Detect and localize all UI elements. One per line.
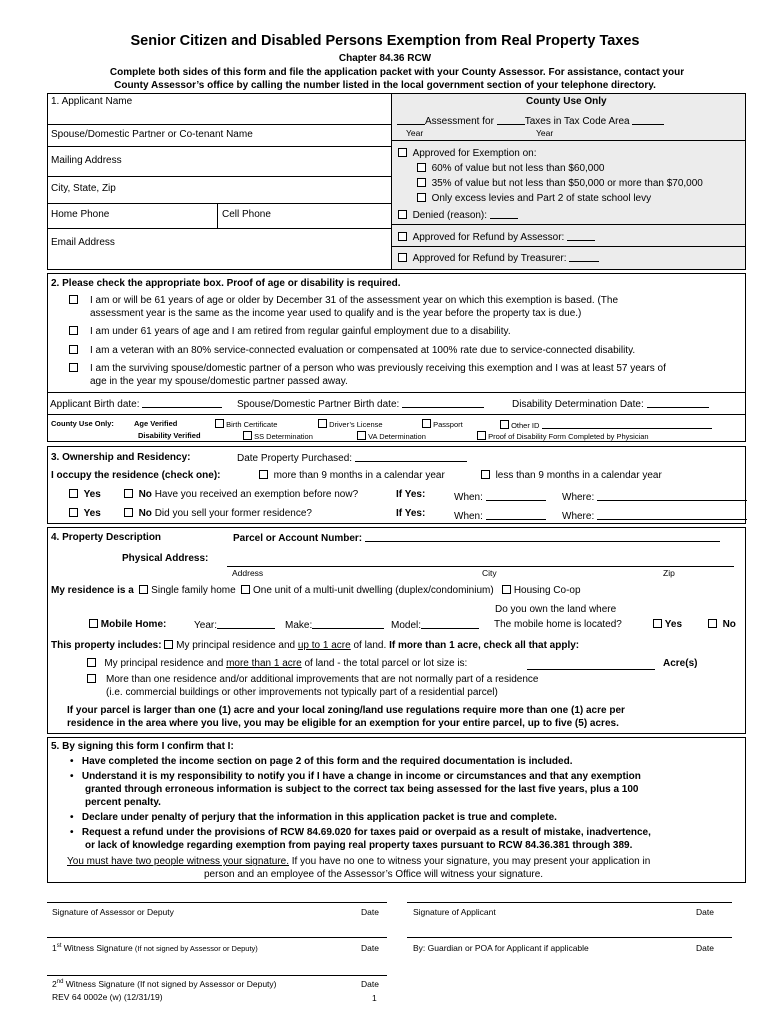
refund-assessor[interactable]: [398, 231, 595, 243]
county-use-title: County Use Only: [526, 96, 607, 107]
residence-type: [51, 585, 581, 596]
less9-checkbox[interactable]: [481, 470, 490, 479]
cell-phone-label: Cell Phone: [222, 209, 271, 220]
principal-a: My principal residence and: [176, 640, 296, 651]
assessor-signature-line[interactable]: [47, 902, 387, 903]
home-phone-label: Home Phone: [51, 209, 110, 220]
q2-no-label: No: [138, 508, 152, 519]
opt35-label: 35% of value but not less than $50,000 or more than $70,000: [431, 178, 703, 189]
confirm-1-text: Have completed the income section on page 2 of this form and the required documentation is included.: [81, 756, 573, 767]
single-family-label: Single family home: [151, 585, 236, 596]
includes-label: This property includes:: [51, 640, 162, 651]
opt35-checkbox[interactable]: [417, 178, 426, 187]
ssd-checkbox[interactable]: [243, 431, 252, 440]
veteran-option[interactable]: [69, 345, 78, 356]
refund-treasurer[interactable]: [398, 252, 599, 264]
ssd-label: SS Determination: [254, 432, 313, 441]
q1-no[interactable]: [124, 489, 358, 500]
q1-no-checkbox[interactable]: [124, 489, 133, 498]
mobile-model[interactable]: [391, 619, 479, 631]
q2-no-checkbox[interactable]: [124, 508, 133, 517]
approved-label: Approved for Exemption on:: [412, 148, 537, 159]
q2-where[interactable]: [562, 510, 747, 522]
disability-date-label: Disability Determination Date:: [512, 399, 644, 410]
occupy-label: I occupy the residence (check one):: [51, 470, 221, 481]
approved-checkbox[interactable]: [398, 148, 407, 157]
mailing-address-label: Mailing Address: [51, 155, 122, 166]
proof-checkbox[interactable]: [477, 431, 486, 440]
va-determination[interactable]: [357, 431, 426, 441]
surviving-checkbox[interactable]: [69, 363, 78, 372]
applicant-signature-line[interactable]: [407, 902, 732, 903]
myres-label: My residence is a: [51, 585, 134, 596]
disability-determination-date[interactable]: [512, 398, 709, 410]
assessment-line: [397, 115, 664, 127]
coop-checkbox[interactable]: [502, 585, 511, 594]
witness-rest: If you have no one to witness your signature, you may present your application in: [288, 856, 651, 867]
pr-more-b: of land - the total parcel or lot size is:: [304, 658, 468, 669]
denied-checkbox[interactable]: [398, 210, 407, 219]
confirm-2b: granted through erroneous information is subject to the correct tax being assessed for the last five years, plus a 100: [85, 784, 639, 795]
q1-when-label: When:: [454, 492, 483, 503]
mobile-home-label: Mobile Home:: [100, 619, 167, 630]
multi-residence-text-2: (i.e. commercial buildings or other improvements not typically part of a residential parcel): [106, 687, 498, 698]
confirm-3: • Declare under penalty of perjury that the information in this application packet is true and complete.: [70, 812, 557, 823]
more-than-1-note: If more than 1 acre, check all that apply:: [389, 640, 580, 651]
surviving-text-2: age in the year my spouse/domestic partner passed away.: [90, 376, 348, 387]
refund-assessor-checkbox[interactable]: [398, 232, 407, 241]
more9-checkbox[interactable]: [259, 470, 268, 479]
age-text-1: I am or will be 61 years of age or older by December 31 of the assessment year on which this exemption is based. (The: [90, 295, 619, 306]
confirm-2-text: Understand it is my responsibility to notify you if I have a change in income or circumstances and that any exemption: [81, 771, 641, 782]
q1-yes-label: Yes: [83, 489, 101, 500]
section-2-heading: 2. Please check the appropriate box. Proof of age or disability is required.: [51, 278, 401, 289]
applicant-sig-label: Signature of Applicant: [413, 907, 496, 917]
confirm-2: • Understand it is my responsibility to notify you if I have a change in income or circumstances and that any exemption: [70, 771, 641, 782]
birth-cert-label: Birth Certificate: [226, 420, 278, 429]
mobile-home-checkbox[interactable]: [89, 619, 98, 628]
mobile-home-row: [89, 619, 166, 630]
option-35[interactable]: [417, 178, 703, 189]
disability-option[interactable]: [69, 326, 78, 337]
physical-address-line[interactable]: [227, 566, 734, 567]
mobile-model-label: Model:: [391, 620, 422, 631]
other-id[interactable]: [500, 419, 712, 430]
year-label-2: Year: [536, 128, 554, 138]
own-land-label: Do you own the land where: [495, 604, 617, 615]
spouse-name-label: Spouse/Domestic Partner or Co-tenant Name: [51, 129, 253, 140]
multi-unit-checkbox[interactable]: [241, 585, 250, 594]
opt60-label: 60% of value but not less than $60,000: [431, 163, 605, 174]
section-4-heading: 4. Property Description: [51, 532, 162, 543]
located-yes[interactable]: [653, 619, 682, 630]
address-caption: Address: [232, 568, 264, 578]
mobile-year-label: Year:: [194, 620, 217, 631]
chapter-ref: Chapter 84.36 RCW: [338, 53, 432, 64]
located-yes-checkbox[interactable]: [653, 619, 662, 628]
q2-text: Did you sell your former residence?: [154, 508, 312, 519]
va-checkbox[interactable]: [357, 431, 366, 440]
age-checkbox[interactable]: [69, 295, 78, 304]
applicant-name-label: 1. Applicant Name: [51, 96, 133, 107]
q2-yes-label: Yes: [83, 508, 101, 519]
drivers-license[interactable]: [318, 419, 383, 429]
confirm-2c: percent penalty.: [85, 797, 161, 808]
birth-cert-checkbox[interactable]: [215, 419, 224, 428]
guardian-label: By: Guardian or POA for Applicant if applicable: [413, 943, 589, 953]
multi-residence-option[interactable]: [87, 674, 96, 685]
physician-proof[interactable]: [477, 431, 649, 441]
q1-where[interactable]: [562, 491, 747, 503]
witness2-date-label: Date: [361, 979, 379, 989]
less9-label: less than 9 months in a calendar year: [495, 470, 662, 481]
form-title: Senior Citizen and Disabled Persons Exemption from Real Property Taxes: [130, 33, 640, 49]
disability-text: I am under 61 years of age and I am retired from regular gainful employment due to a disability.: [90, 326, 511, 337]
principal-more-acre: [87, 658, 467, 669]
surviving-text-1: I am the surviving spouse/domestic partner of a person who was previously receiving this exemption and I was at least 57 years of: [90, 363, 666, 374]
witness-note-1: [67, 856, 650, 867]
section-3-heading: 3. Ownership and Residency:: [51, 452, 191, 463]
principal-b: of land.: [353, 640, 387, 651]
lot-size-field[interactable]: [527, 660, 655, 670]
mobile-year[interactable]: [194, 619, 275, 631]
year-label-1: Year: [406, 128, 424, 138]
multi-unit-label: One unit of a multi-unit dwelling (duplex/condominium): [253, 585, 494, 596]
up-to-1-acre: up to 1 acre: [297, 640, 351, 651]
confirm-1: • Have completed the income section on page 2 of this form and the required documentation is included.: [70, 756, 573, 767]
located-no[interactable]: [708, 619, 736, 630]
instructions-line2: County Assessor’s office by calling the number listed in the local government section of your telephone directory.: [114, 80, 656, 91]
other-id-checkbox[interactable]: [500, 420, 509, 429]
optexcess-checkbox[interactable]: [417, 193, 426, 202]
located-yes-label: Yes: [664, 619, 683, 630]
witness2-label: 2nd Witness Signature (If not signed by Assessor or Deputy): [52, 979, 277, 989]
va-label: VA Determination: [368, 432, 426, 441]
q1-yes-checkbox[interactable]: [69, 489, 78, 498]
witness1-signature-line[interactable]: [47, 937, 387, 938]
guardian-date-label: Date: [696, 943, 714, 953]
parcel-label: Parcel or Account Number:: [233, 533, 363, 544]
physical-address-label: Physical Address:: [122, 553, 209, 564]
disability-verified-label: Disability Verified: [138, 431, 201, 440]
date-purchased[interactable]: [237, 452, 467, 464]
surviving-option[interactable]: [69, 363, 78, 374]
other-id-label: Other ID: [511, 421, 540, 430]
zoning-note-1: If your parcel is larger than one (1) acre and your local zoning/land use regulations require more than one (1) acre per: [67, 705, 625, 716]
principal-1acre-checkbox[interactable]: [164, 640, 173, 649]
q2-when-label: When:: [454, 511, 483, 522]
refund-treasurer-label: Approved for Refund by Treasurer:: [412, 253, 567, 264]
more9-label: more than 9 months in a calendar year: [273, 470, 445, 481]
q2-where-label: Where:: [562, 511, 595, 522]
denied[interactable]: [398, 209, 518, 221]
coop-label: Housing Co-op: [513, 585, 581, 596]
drivers-label: Driver’s License: [329, 420, 383, 429]
guardian-signature-line[interactable]: [407, 937, 732, 938]
veteran-checkbox[interactable]: [69, 345, 78, 354]
option-excess[interactable]: [417, 193, 651, 204]
passport[interactable]: [422, 419, 463, 429]
q1-yes[interactable]: [69, 489, 101, 500]
zoning-note-2: residence in the area where you live, you may be eligible for an exemption for your entire parcel, up to five (5) acres.: [67, 718, 619, 729]
city-state-zip-label: City, State, Zip: [51, 183, 116, 194]
confirm-4b: or lack of knowledge regarding exemption from paying real property taxes pursuant to RCW 84.36.381 through 389.: [85, 840, 633, 851]
applicant-birth-date[interactable]: [50, 398, 222, 410]
taxes-in-label: Taxes in Tax Code Area: [524, 116, 630, 127]
located-no-label: No: [722, 619, 736, 630]
disability-checkbox[interactable]: [69, 326, 78, 335]
q2-yes-checkbox[interactable]: [69, 508, 78, 517]
spouse-birth-date[interactable]: [237, 398, 484, 410]
more-than-1-acre: more than 1 acre: [226, 658, 302, 669]
witness-underlined: You must have two people witness your signature.: [67, 856, 289, 867]
confirm-4-text: Request a refund under the provisions of RCW 84.69.020 for taxes paid or overpaid as a result of mistake, inadvertence,: [81, 827, 651, 838]
q2-ifyes: If Yes:: [396, 508, 426, 519]
date-purchased-label: Date Property Purchased:: [237, 453, 353, 464]
section-1-divider: [391, 93, 392, 270]
less-9-months[interactable]: [481, 470, 662, 481]
q1-no-label: No: [138, 489, 152, 500]
instructions-line1: Complete both sides of this form and file the application packet with your County Assessor. For assistance, contact your: [109, 67, 685, 78]
q2-yes[interactable]: [69, 508, 101, 519]
located-label: The mobile home is located?: [494, 619, 622, 630]
confirm-4: • Request a refund under the provisions of RCW 84.69.020 for taxes paid or overpaid as a result of mistake, inadvertence,: [70, 827, 651, 838]
acres-label: Acre(s): [663, 658, 698, 669]
city-caption: City: [482, 568, 497, 578]
form-revision: REV 64 0002e (w) (12/31/19): [52, 992, 163, 1002]
confirm-3-text: Declare under penalty of perjury that the information in this application packet is true and complete.: [81, 812, 557, 823]
located-no-checkbox[interactable]: [708, 619, 717, 628]
denied-label: Denied (reason):: [412, 210, 488, 221]
email-address-label: Email Address: [51, 237, 115, 248]
q1-text: Have you received an exemption before now?: [154, 489, 359, 500]
witness1-label: 1st Witness Signature (If not signed by Assessor or Deputy): [52, 943, 258, 953]
optexcess-label: Only excess levies and Part 2 of state school levy: [431, 193, 652, 204]
pr-more-a: My principal residence and: [104, 658, 224, 669]
assessor-date-label: Date: [361, 907, 379, 917]
section-5-heading: 5. By signing this form I confirm that I:: [51, 741, 234, 752]
age-option[interactable]: [69, 295, 78, 306]
approved-exemption[interactable]: [398, 148, 537, 159]
drivers-checkbox[interactable]: [318, 419, 327, 428]
q1-when[interactable]: [454, 491, 546, 503]
parcel-number[interactable]: [233, 532, 720, 544]
county-use-label: County Use Only:: [51, 419, 114, 428]
opt60-checkbox[interactable]: [417, 163, 426, 172]
witness-note-2: person and an employee of the Assessor’s Office will witness your signature.: [204, 869, 544, 880]
witness1-date-label: Date: [361, 943, 379, 953]
principal-more-checkbox[interactable]: [87, 658, 96, 667]
multi-residence-text-1: More than one residence and/or additional improvements that are not normally part of a residence: [106, 674, 539, 685]
q2-when[interactable]: [454, 510, 546, 522]
applicant-birth-label: Applicant Birth date:: [50, 399, 140, 410]
applicant-date-label: Date: [696, 907, 714, 917]
proof-label: Proof of Disability Form Completed by Physician: [488, 432, 649, 441]
birth-cert[interactable]: [215, 419, 277, 429]
refund-treasurer-checkbox[interactable]: [398, 253, 407, 262]
mobile-make-label: Make:: [285, 620, 313, 631]
single-family-checkbox[interactable]: [139, 585, 148, 594]
passport-label: Passport: [433, 420, 463, 429]
assessor-sig-label: Signature of Assessor or Deputy: [52, 907, 174, 917]
page-number: 1: [372, 993, 377, 1003]
veteran-text: I am a veteran with an 80% service-connected evaluation or compensated at 100% rate due to service-connected disability.: [90, 345, 636, 356]
age-text-2: assessment year is the same as the income year used to qualify and is the year before the property tax is due.): [90, 308, 582, 319]
property-includes: [51, 640, 579, 651]
q1-ifyes: If Yes:: [396, 489, 426, 500]
zip-caption: Zip: [663, 568, 675, 578]
age-verified-label: Age Verified: [134, 419, 178, 428]
mobile-make[interactable]: [285, 619, 384, 631]
passport-checkbox[interactable]: [422, 419, 431, 428]
assessment-for-label: Assessment for: [425, 116, 494, 127]
multi-residence-checkbox[interactable]: [87, 674, 96, 683]
spouse-birth-label: Spouse/Domestic Partner Birth date:: [237, 399, 400, 410]
option-60[interactable]: [417, 163, 604, 174]
q2-no[interactable]: [124, 508, 312, 519]
q1-where-label: Where:: [562, 492, 595, 503]
ss-determination[interactable]: [243, 431, 313, 441]
more-9-months[interactable]: [259, 470, 445, 481]
refund-assessor-label: Approved for Refund by Assessor:: [412, 232, 565, 243]
witness2-signature-line[interactable]: [47, 975, 387, 976]
